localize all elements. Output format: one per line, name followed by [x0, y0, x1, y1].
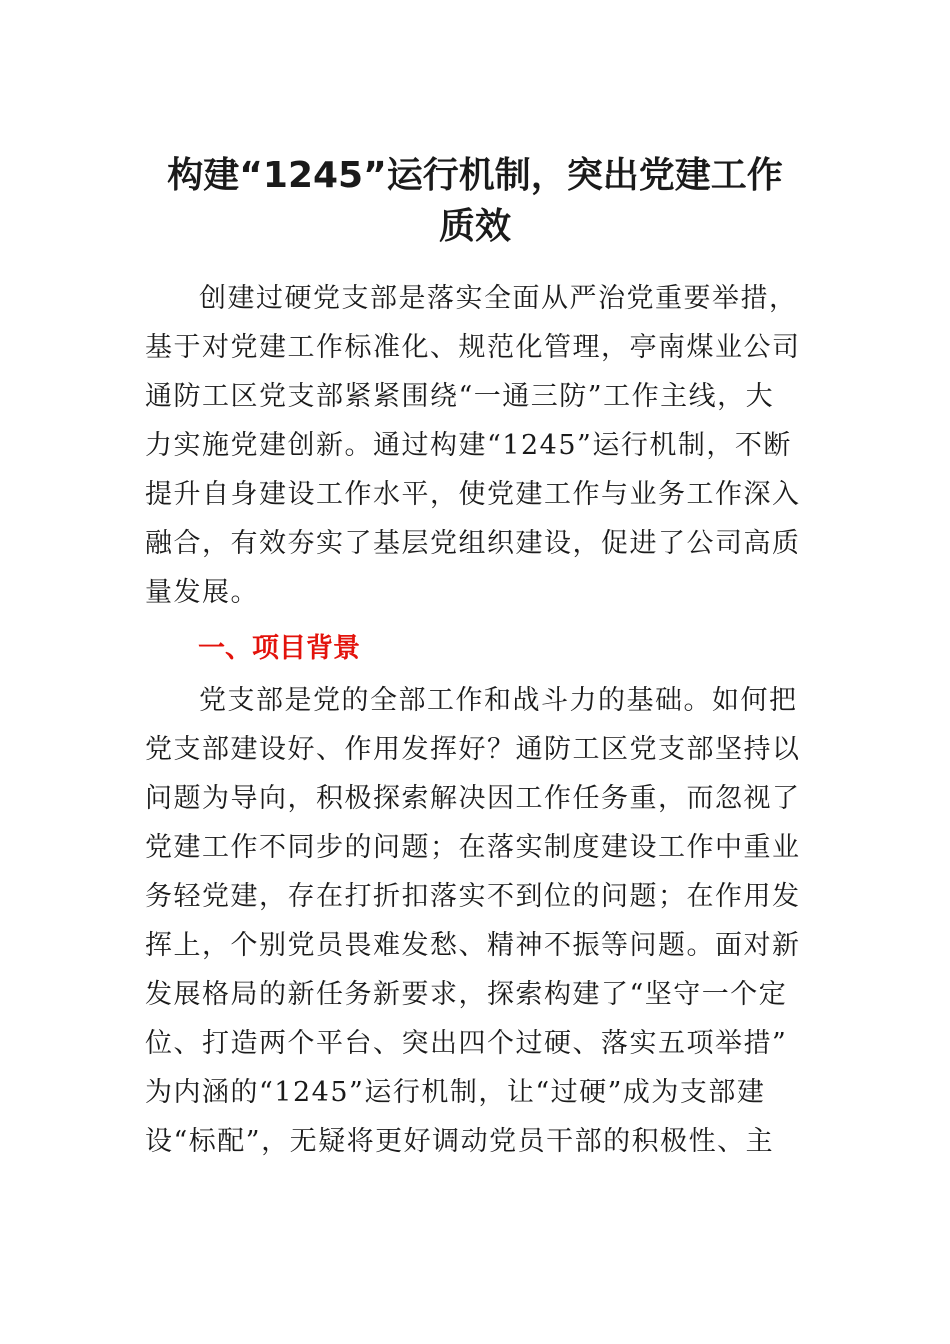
paragraph-line: 党支部建设好、作用发挥好？通防工区党支部坚持以: [145, 734, 801, 765]
paragraph-line: 创建过硬党支部是落实全面从严治党重要举措，: [199, 283, 798, 314]
paragraph-line: 问题为导向，积极探索解决因工作任务重，而忽视了: [145, 783, 801, 814]
paragraph-intro: [145, 274, 807, 617]
paragraph-line: 党建工作不同步的问题；在落实制度建设工作中重业: [145, 832, 801, 863]
paragraph-line: 为内涵的“1245”运行机制，让“过硬”成为支部建: [145, 1077, 766, 1108]
paragraph-line: 发展格局的新任务新要求，探索构建了“坚守一个定: [145, 979, 788, 1010]
document-title-line-2: 质效: [438, 206, 511, 247]
paragraph-line: 通防工区党支部紧紧围绕“一通三防”工作主线，大: [145, 381, 775, 412]
paragraph-line: 党支部是党的全部工作和战斗力的基础。如何把: [199, 685, 798, 716]
section-heading-background: 一、项目背景: [198, 633, 360, 664]
paragraph-line: 提升自身建设工作水平，使党建工作与业务工作深入: [145, 479, 801, 510]
paragraph-line: 融合，有效夯实了基层党组织建设，促进了公司高质: [145, 528, 801, 559]
paragraph-line: 设“标配”，无疑将更好调动党员干部的积极性、主: [145, 1126, 775, 1157]
paragraph-line: 基于对党建工作标准化、规范化管理，亭南煤业公司: [145, 332, 801, 363]
paragraph-line: 位、打造两个平台、突出四个过硬、落实五项举措”: [145, 1028, 788, 1059]
paragraph-line: 量发展。: [145, 577, 259, 608]
paragraph-line: 务轻党建，存在打折扣落实不到位的问题；在作用发: [145, 881, 801, 912]
document-title-line-1: 构建“1245”运行机制，突出党建工作: [167, 155, 783, 196]
paragraph-background: [145, 676, 807, 1166]
paragraph-line: 力实施党建创新。通过构建“1245”运行机制，不断: [145, 430, 792, 461]
paragraph-line: 挥上，个别党员畏难发愁、精神不振等问题。面对新: [145, 930, 801, 961]
